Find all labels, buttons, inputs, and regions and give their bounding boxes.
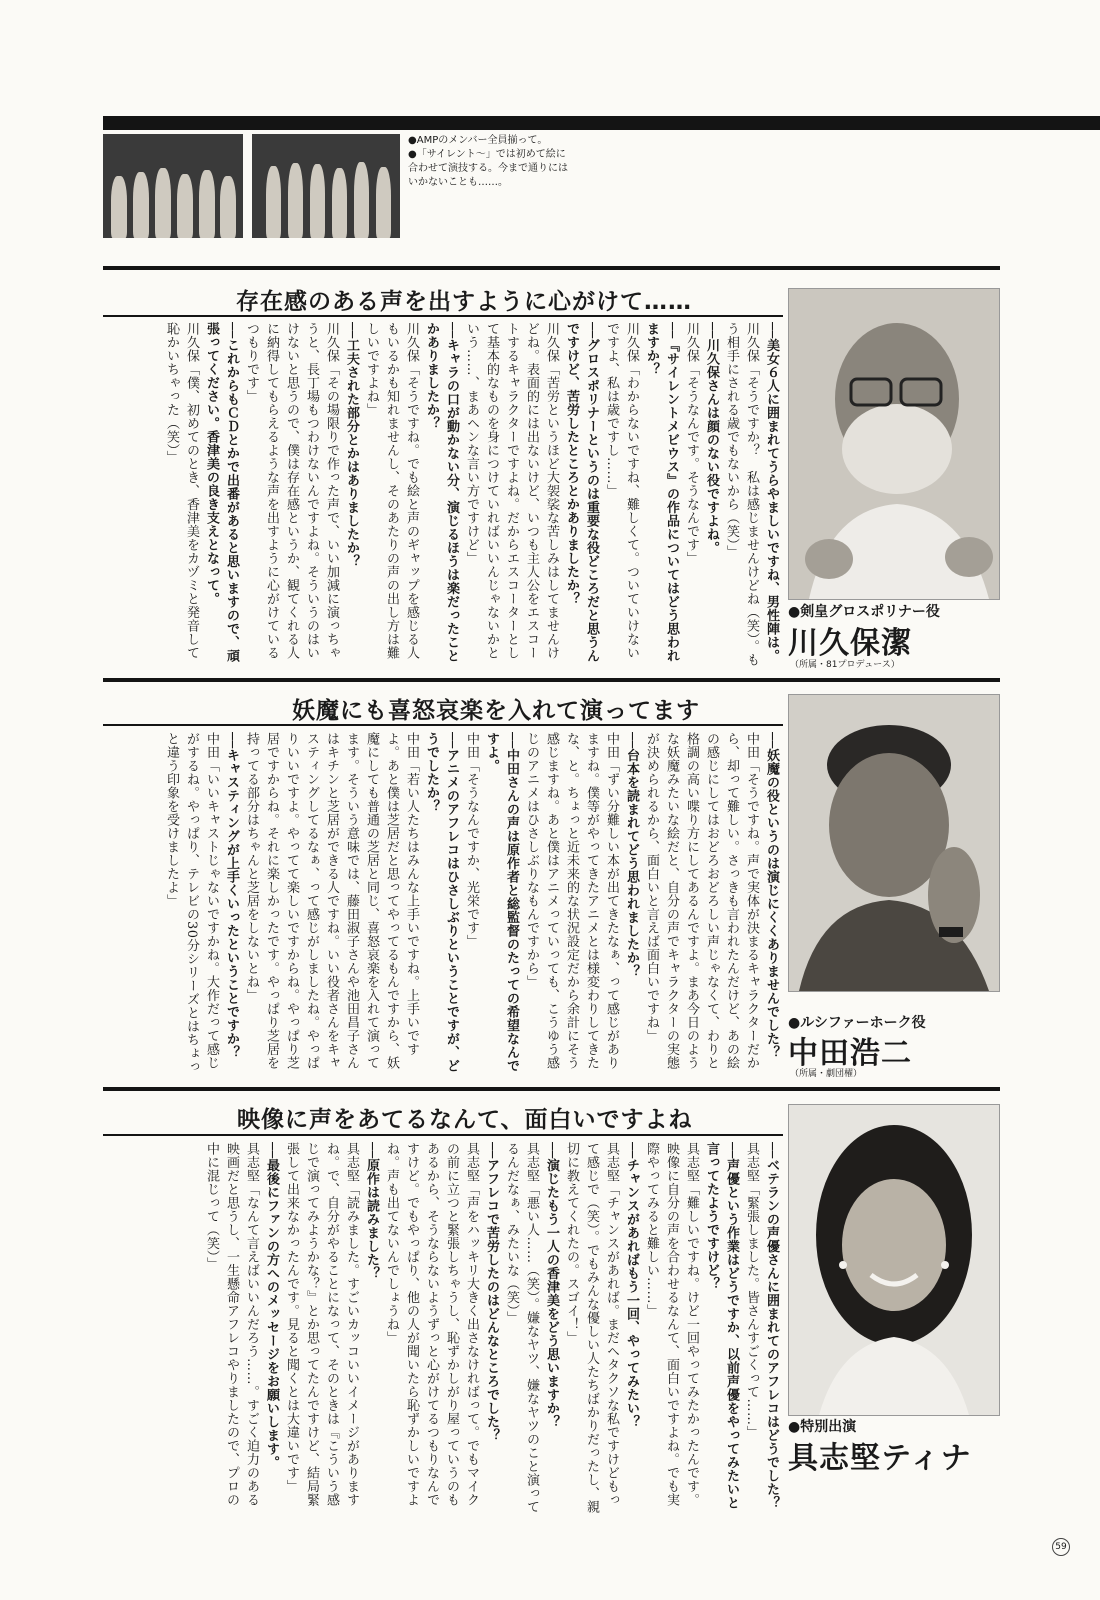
s1-p4: ──『サイレントメビウス』の作品についてはどう思われますか？ <box>644 322 679 663</box>
section3-role: ●特別出演 <box>788 1419 857 1435</box>
s1-p1: 川久保「そうですか？ 私は感じませんけどね（笑）。もう相手にされる歳でもないから（笑）」 <box>724 322 759 667</box>
group-photo-1 <box>103 134 243 238</box>
section2-body <box>103 732 781 1078</box>
s3-p6: ──演じたもう一人の香津美をどう思いますか？ <box>544 1142 559 1429</box>
caption-line-2: ●「サイレント～」では初めて絵に合わせて演技する。今まで通りにはいかないことも……。 <box>408 149 568 188</box>
s3-p0: ──ベテランの声優さんに囲まれてのアフレコはどうでした？ <box>764 1142 779 1510</box>
section1-title-rule <box>103 315 783 317</box>
s3-p12: ──最後にファンの方へのメッセージをお願いします。 <box>264 1142 279 1470</box>
portrait-gushiken <box>788 1104 1000 1416</box>
section1-name: 川久保潔 <box>788 626 912 661</box>
s1-p10: ──工夫された部分とかはありましたか？ <box>344 322 359 569</box>
s1-p2: ──川久保さんは顔のない役ですよね。 <box>704 322 719 555</box>
top-bar <box>103 116 1100 130</box>
s1-p3: 川久保「そうなんです。そうなんです」 <box>684 322 699 565</box>
section1-title: 存在感のある声を出すように心がけて…… <box>236 289 692 315</box>
s3-p8: ──アフレコで苦労したのはどんなところでした？ <box>484 1142 499 1443</box>
section3-title: 映像に声をあてるなんて、面白いですよね <box>237 1107 693 1133</box>
section3-name: 具志堅ティナ <box>788 1441 972 1476</box>
portrait-nakata <box>788 694 1000 992</box>
section3-top-rule <box>103 1087 1000 1091</box>
section1-affiliation: （所属・81プロデュース） <box>790 660 900 670</box>
section2-role: ●ルシファーホーク役 <box>788 1015 926 1031</box>
section1-top-rule <box>103 266 1000 270</box>
group-photo-2 <box>252 134 400 238</box>
section1-body <box>103 322 781 668</box>
s2-p1: 中田「そうですね。声で実体が決まるキャラクターだから、却って難しい。さっきも言われたんだけど、あの絵の感じにしてはおどろおどろしい声じゃなくて、わりと格調の高い喋り方にしてあるんですよ。まあ今日のような妖魔みたいな絵だと、自分の声でキャラクターの実態が決められるから、面白いと言えば面白いですね」 <box>644 732 759 1070</box>
page-number: 59 <box>1052 1538 1070 1556</box>
portrait-kawakubo <box>788 288 1000 600</box>
s3-p5: 具志堅「チャンスがあれば。まだヘタクソな私ですけどもって感じで（笑）。でもみんな優しい人たちばかりだったし、親切に教えてくれたの。スゴイ！」 <box>564 1142 619 1514</box>
s2-p2: ──台本を読まれてどう思われましたか？ <box>624 732 639 979</box>
portrait-kawakubo-art <box>789 289 999 599</box>
section2-top-rule <box>103 678 1000 682</box>
portrait-gushiken-art <box>789 1105 999 1415</box>
s1-p7: 川久保「苦労というほど大袈裟な苦しみはしてませんけどね。表面的には出ないけど、いつも主人公をエスコートするキャラクターですよね。だからエスコーターとして基本的なものを身につけていればいいんじゃないかという……、まあヘンな言い方ですけど」 <box>464 322 559 660</box>
s1-p12: ──これからもＣＤとかで出番があると思いますので、頑張ってください。香津美の良き支えとなって。 <box>204 322 239 663</box>
s2-p9: 中田「いいキャストじゃないですかね。大作だって感じがするね。やっぱり、テレビの30分シリーズとはちょっと違う印象を受けましたよ」 <box>164 732 219 1074</box>
section2-affiliation: （所属・劇団櫂） <box>790 1069 863 1079</box>
s1-p5: 川久保「わからないですね、難しくて。ついていけないですよ、私は歳ですし……」 <box>604 322 639 660</box>
s2-p3: 中田「ずい分難しい本が出てきたなぁ、って感じがありますね。僕等がやってきたアニメとは様変わりしてきたな、と。ちょっと近未来的な状況設定だから余計にそう感じますね。あと僕はアニメっていっても、こうゆう感じのアニメはひさしぶりなもんですから」 <box>524 732 619 1070</box>
s3-p13: 具志堅「なんて言えばいいんだろう……。すごく迫力のある映画だと思うし、一生懸命アフレコやりましたので、プロの中に混じって（笑）」 <box>204 1142 259 1507</box>
s1-p8: ──キャラの口が動かない分、演じるほうは楽だったことかありましたか？ <box>424 322 459 663</box>
s3-p1: 具志堅「緊張しました。皆さんすごくって……」 <box>744 1142 759 1439</box>
s3-p11: 具志堅「読みました。すごいカッコいいイメージがありますね。で、自分がやることになって、そのときは『こういう感じで演ってみようかな？』とか思ってたんですけど、結局緊張して出来なかったんです。見ると聞くとは大違いです」 <box>284 1142 359 1507</box>
s2-p5: 中田「そうなんですか、光栄です」 <box>464 732 479 948</box>
section1-role: ●剣皇グロスポリナー役 <box>788 604 940 620</box>
s1-p13: 川久保「僕、初めてのとき、香津美をカヅミと発音して恥かいちゃった（笑）」 <box>164 322 199 660</box>
caption-line-1: ●AMPのメンバー全員揃って。 <box>408 135 548 146</box>
s1-p11: 川久保「その場限りで作った声で、いい加減に演っちゃうと、長丁場もつわけないんですよね。そういうのはいけないと思うので、僕は存在感というか、観てくれる人に納得してもらえるような声を出すように心がけているつもりです」 <box>244 322 339 660</box>
s2-p8: ──キャスティングが上手くいったということですか？ <box>224 732 239 1060</box>
s2-p0: ──妖魔の役というのは演じにくくありませんでした？ <box>764 732 779 1060</box>
section2-title: 妖魔にも喜怒哀楽を入れて演ってます <box>292 698 700 724</box>
s3-p9: 具志堅「声をハッキリ大きく出さなければって。でもマイクの前に立つと緊張しちゃうし、恥ずかしがり屋っていうのもあるから、そうならないようずっと心がけてるつもりなんですけど。でもやっぱり、他の人が聞いたら恥ずかしいですよね。声も出てないんでしょうね」 <box>384 1142 479 1507</box>
s3-p3: 具志堅「難しいですね。けど一回やってみたかったんです。映像に自分の声を合わせるなんて、面白いですよね。でも実際やってみると難しい……」 <box>644 1142 699 1507</box>
s1-p9: 川久保「そうですね。でも絵と声のギャップを感じる人もいるかも知れませんし、そのあたりの声の出し方は難しいですよね」 <box>364 322 419 660</box>
section2-name: 中田浩二 <box>788 1036 912 1071</box>
section2-title-rule <box>103 724 783 726</box>
s3-p7: 具志堅「悪い人……（笑）。嫌なヤツ、嫌なヤツのこと演ってるんだなぁ、みたいな（笑）」 <box>504 1142 539 1514</box>
s2-p7: 中田「若い人たちはみんな上手いですね。上手いですよ。あと僕は芝居だと思ってやってるもんですから、妖魔にしても普通の芝居と同じ、喜怒哀楽を入れて演ってます。そういう意味では、藤田淑子さんや池田昌子さんはキチンと芝居ができる人ですね。いい役者さんをキャスティングしてるなぁ、って感じがしましたね。やっぱりいいですよ。やってて楽しいですからね。やっぱり芝居ですからね。それに楽しかったです。やっぱり芝居を持ってる部分はちゃんと芝居をしないとね」 <box>244 732 419 1070</box>
s2-p4: ──中田さんの声は原作者と総監督のたっての希望なんですよ。 <box>484 732 519 1073</box>
s1-p0: ──美女６人に囲まれてうらやましいですね、男性陣は。 <box>764 322 779 663</box>
s3-p2: ──声優という作業はどうですか、以前声優をやってみたいと言ってたようですけど？ <box>704 1142 739 1510</box>
s2-p6: ──アニメのアフレコはひさしぶりということですが、どうでしたか？ <box>424 732 459 1073</box>
s1-p6: ──グロスポリナーというのは重要な役どころだと思うんですけど、苦労したところとかありましたか？ <box>564 322 599 663</box>
section3-body <box>103 1142 781 1518</box>
photo-caption <box>408 134 568 190</box>
s3-p10: ──原作は読みました？ <box>364 1142 379 1281</box>
portrait-nakata-art <box>789 695 999 991</box>
s3-p4: ──チャンスがあればもう一回、やってみたい？ <box>624 1142 639 1429</box>
section3-title-rule <box>103 1134 783 1136</box>
